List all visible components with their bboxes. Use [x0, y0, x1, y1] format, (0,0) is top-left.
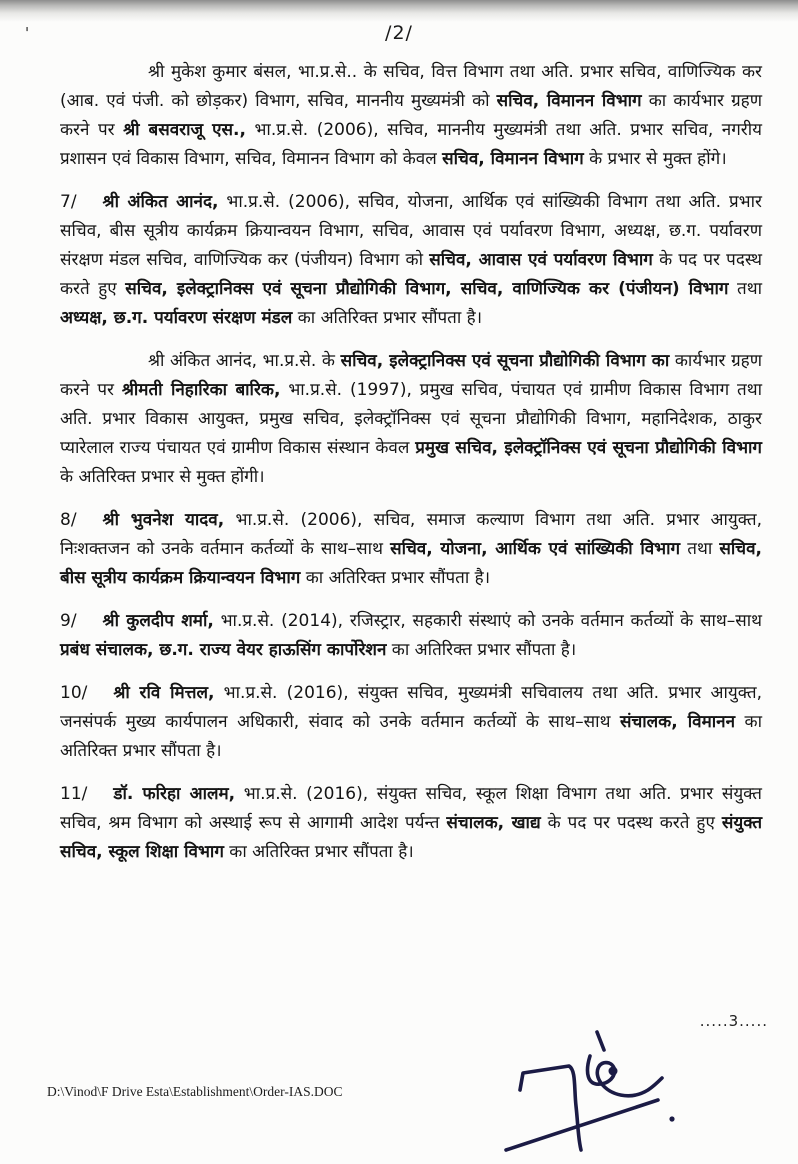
signature-ink-blot — [609, 1067, 618, 1076]
text-run-bold: श्री भुवनेश यादव, — [102, 510, 225, 530]
order-paragraph — [60, 347, 762, 492]
text-run-bold: सचिव, विमानन विभाग — [496, 91, 642, 111]
text-run: का अतिरिक्त प्रभार सौंपता है। — [223, 842, 414, 862]
scan-artifact-top-band — [0, 0, 798, 22]
order-paragraph — [60, 607, 762, 665]
page-continuation-marker: .....3..... — [699, 1012, 768, 1030]
text-run: का अतिरिक्त प्रभार सौंपता है। — [60, 712, 762, 761]
page-number: /2/ — [385, 22, 413, 44]
text-run: का कार्यभार ग्रहण करने पर — [60, 91, 762, 140]
text-run-bold: श्री रवि मित्तल, — [113, 683, 215, 703]
order-paragraph — [60, 58, 762, 174]
text-run-bold: संचालक, विमानन — [619, 712, 736, 732]
paragraph-text — [60, 510, 762, 588]
paragraph-text — [60, 784, 762, 862]
text-run: के प्रभार से मुक्त होंगे। — [583, 149, 727, 169]
text-run-bold: संयुक्त सचिव, स्कूल शिक्षा विभाग — [60, 813, 763, 862]
text-run: भा.प्र.से. (2016), संयुक्त सचिव, स्कूल शिक्षा विभाग तथा अति. प्रभार संयुक्त सचिव, श्रम विभाग को अस्थाई रूप से आगामी आदेश पर्यन्त — [60, 784, 762, 833]
document-body — [60, 58, 762, 881]
text-run: के पद पर पदस्थ करते हुए — [540, 813, 722, 833]
text-run-bold: अध्यक्ष, छ.ग. पर्यावरण संरक्षण मंडल — [60, 308, 293, 328]
scan-speck-mark: ' — [25, 24, 30, 42]
text-run: कार्यभार ग्रहण करने पर — [60, 351, 763, 400]
text-run: तथा — [728, 279, 762, 299]
signature-loop-stroke — [588, 1056, 662, 1096]
signature-cross-stroke — [506, 1100, 658, 1150]
paragraph-text — [60, 192, 762, 328]
text-run-bold: सचिव, विमानन विभाग — [442, 149, 584, 169]
text-run: भा.प्र.से. (1997), प्रमुख सचिव, पंचायत एवं ग्रामीण विकास विभाग तथा अति. प्रभार विकास आयुक्त, प्रमुख सचिव, इलेक्ट्रॉनिक्स एवं सूचना प्रौद्योगिकी विभाग, महानिदेशक, ठाकुर प्यारेलाल राज्य पंचायत एवं ग्रामीण विकास संस्थान केवल — [60, 380, 762, 458]
text-run-bold: संचालक, खाद्य — [446, 813, 541, 833]
paragraph-number: 10/ — [60, 683, 88, 703]
text-run: का अतिरिक्त प्रभार सौंपता है। — [292, 308, 483, 328]
text-run: के अतिरिक्त प्रभार से मुक्त होंगी। — [60, 467, 265, 487]
text-run-bold: डॉ. फरिहा आलम, — [113, 784, 236, 804]
paragraph-number: 9/ — [60, 611, 77, 631]
text-run: तथा — [680, 539, 720, 559]
text-run-bold: सचिव, इलेक्ट्रानिक्स एवं सूचना प्रौद्योगिकी विभाग, सचिव, वाणिज्यिक कर (पंजीयन) विभाग — [125, 279, 729, 299]
text-run: भा.प्र.से. (2006), सचिव, माननीय मुख्यमंत्री तथा अति. प्रभार सचिव, नगरीय प्रशासन एवं विकास विभाग, सचिव, विमानन विभाग को केवल — [60, 120, 762, 169]
text-run-bold: श्री कुलदीप शर्मा, — [102, 611, 214, 631]
paragraph-text — [60, 611, 762, 660]
text-run: का अतिरिक्त प्रभार सौंपता है। — [300, 568, 491, 588]
text-run: भा.प्र.से. (2014), रजिस्ट्रार, सहकारी संस्थाएं को उनके वर्तमान कर्तव्यों के साथ–साथ — [213, 611, 763, 631]
order-paragraph — [60, 188, 762, 333]
text-run: श्री मुकेश कुमार बंसल, भा.प्र.से.. के सचिव, वित्त विभाग तथा अति. प्रभार सचिव, वाणिज्यिक कर (आब. एवं पंजी. को छोड़कर) विभाग, सचिव, माननीय मुख्यमंत्री को — [60, 62, 762, 111]
text-run: का अतिरिक्त प्रभार सौंपता है। — [386, 640, 577, 660]
paragraph-number: 8/ — [60, 510, 77, 530]
text-run-bold: श्री बसवराजू एस., — [123, 120, 246, 140]
text-run-bold: सचिव, इलेक्ट्रानिक्स एवं सूचना प्रौद्योगिकी विभाग का — [340, 351, 670, 371]
paragraph-text — [60, 62, 762, 169]
handwritten-signature — [500, 1026, 695, 1158]
text-run-bold: श्री अंकित आनंद, — [102, 192, 219, 212]
text-run-bold: प्रमुख सचिव, इलेक्ट्रॉनिक्स एवं सूचना प्रौद्योगिकी विभाग — [415, 438, 762, 458]
text-run-bold: प्रबंध संचालक, छ.ग. राज्य वेयर हाऊसिंग कार्पोरेशन — [60, 640, 387, 660]
text-run: श्री अंकित आनंद, भा.प्र.से. के — [148, 351, 341, 371]
order-paragraph — [60, 780, 762, 867]
signature-main-stroke — [520, 1066, 581, 1150]
text-run-bold: श्रीमती निहारिका बारिक, — [121, 380, 281, 400]
order-paragraph — [60, 506, 762, 593]
text-run-bold: सचिव, बीस सूत्रीय कार्यक्रम क्रियान्वयन विभाग — [60, 539, 763, 588]
footer-file-path: D:\Vinod\F Drive Esta\Establishment\Order-IAS.DOC — [47, 1084, 343, 1099]
text-run: भा.प्र.से. (2006), सचिव, योजना, आर्थिक एवं सांख्यिकी विभाग तथा अति. प्रभार सचिव, बीस सूत्रीय कार्यक्रम क्रियान्वयन विभाग, सचिव, आवास एवं पर्यावरण विभाग, अध्यक्ष, छ.ग. पर्यावरण संरक्षण मंडल सचिव, वाणिज्यिक कर (पंजीयन) विभाग को — [60, 192, 762, 270]
text-run: के पद पर पदस्थ करते हुए — [60, 250, 762, 299]
signature-tick-stroke — [597, 1032, 604, 1050]
paragraph-text — [60, 683, 762, 761]
signature-dot — [669, 1116, 674, 1121]
order-paragraph — [60, 679, 762, 766]
paragraph-text — [60, 351, 762, 487]
paragraph-number: 11/ — [60, 784, 88, 804]
text-run: भा.प्र.से. (2006), सचिव, समाज कल्याण विभाग तथा अति. प्रभार आयुक्त, निःशक्तजन को उनके वर्तमान कर्तव्यों के साथ–साथ — [60, 510, 762, 559]
text-run: भा.प्र.से. (2016), संयुक्त सचिव, मुख्यमंत्री सचिवालय तथा अति. प्रभार आयुक्त, जनसंपर्क मुख्य कार्यपालन अधिकारी, संवाद को उनके वर्तमान कर्तव्यों के साथ–साथ — [60, 683, 762, 732]
text-run-bold: सचिव, आवास एवं पर्यावरण विभाग — [429, 250, 653, 270]
text-run-bold: सचिव, योजना, आर्थिक एवं सांख्यिकी विभाग — [390, 539, 681, 559]
paragraph-number: 7/ — [60, 192, 77, 212]
